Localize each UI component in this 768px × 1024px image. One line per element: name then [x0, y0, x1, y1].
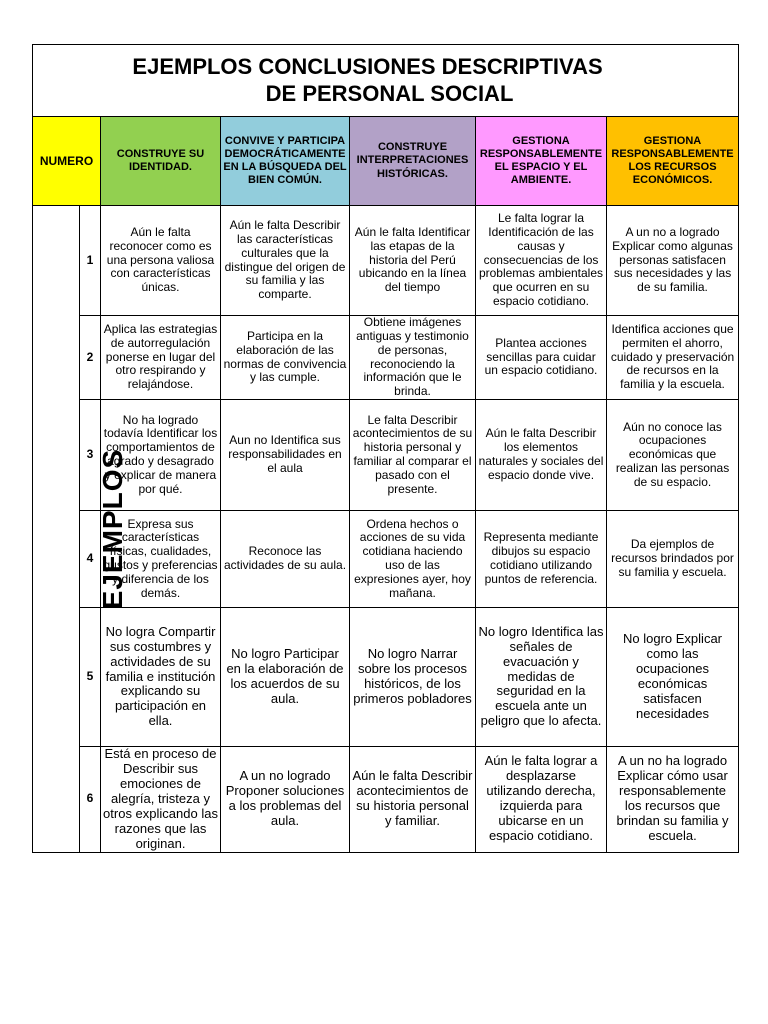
- cell-recursos: Da ejemplos de recursos brindados por su familia y escuela.: [607, 511, 739, 608]
- cell-espacio: Le falta lograr la Identificación de las causas y consecuencias de los problemas ambientales que ocurren en su espacio cotidiano.: [476, 206, 607, 316]
- cell-recursos: A un no ha logrado Explicar cómo usar responsablemente los recursos que brindan su familia y escuela.: [607, 747, 739, 853]
- title-line-2: DE PERSONAL SOCIAL: [265, 80, 514, 106]
- cell-convive: Participa en la elaboración de las normas de convivencia y las cumple.: [221, 316, 350, 400]
- table-row: [33, 511, 739, 608]
- table-row: [33, 608, 739, 747]
- document-title: [33, 45, 739, 117]
- cell-recursos: No logro Explicar como las ocupaciones económicas satisfacen necesidades: [607, 608, 739, 747]
- header-gestiona-espacio: GESTIONA RESPONSABLEMENTE EL ESPACIO Y EL AMBIENTE.: [476, 117, 607, 206]
- header-interpretaciones-historicas: CONSTRUYE INTERPRETACIONES HISTÓRICAS.: [350, 117, 476, 206]
- cell-espacio: Aún le falta Describir los elementos naturales y sociales del espacio donde vive.: [476, 400, 607, 511]
- table-row: [33, 316, 739, 400]
- header-construye-identidad: CONSTRUYE SU IDENTIDAD.: [101, 117, 221, 206]
- row-number: 1: [80, 206, 101, 316]
- title-line-1: EJEMPLOS CONCLUSIONES DESCRIPTIVAS: [132, 54, 603, 80]
- cell-recursos: Aún no conoce las ocupaciones económicas que realizan las personas de su espacio.: [607, 400, 739, 511]
- cell-identidad: No logra Compartir sus costumbres y actividades de su familia e institución explicando su participación en ella.: [101, 608, 221, 747]
- cell-convive: Aún le falta Describir las características culturales que la distingue del origen de su familia y las comparte.: [221, 206, 350, 316]
- row-number: 3: [80, 400, 101, 511]
- cell-espacio: Representa mediante dibujos su espacio cotidiano utilizando puntos de referencia.: [476, 511, 607, 608]
- cell-identidad: Expresa sus características físicas, cualidades, gustos y preferencias y diferencia de los demás.: [101, 511, 221, 608]
- cell-espacio: Plantea acciones sencillas para cuidar un espacio cotidiano.: [476, 316, 607, 400]
- cell-identidad: Aplica las estrategias de autorregulación ponerse en lugar del otro respirando y relajándose.: [101, 316, 221, 400]
- cell-recursos: Identifica acciones que permiten el ahorro, cuidado y preservación de recursos en la familia y la escuela.: [607, 316, 739, 400]
- cell-historicas: Obtiene imágenes antiguas y testimonio de personas, reconociendo la información que le brinda.: [350, 316, 476, 400]
- header-convive-participa: CONVIVE Y PARTICIPA DEMOCRÁTICAMENTE EN LA BÚSQUEDA DEL BIEN COMÚN.: [221, 117, 350, 206]
- cell-identidad: No ha logrado todavía Identificar los comportamientos de agrado y desagrado y explicar de manera por qué.: [101, 400, 221, 511]
- cell-espacio: No logro Identifica las señales de evacuación y medidas de seguridad en la escuela ante un peligro que lo afecta.: [476, 608, 607, 747]
- cell-historicas: Aún le falta Identificar las etapas de la historia del Perú ubicando en la línea del tiempo: [350, 206, 476, 316]
- cell-historicas: No logro Narrar sobre los procesos históricos, de los primeros pobladores: [350, 608, 476, 747]
- cell-identidad: Está en proceso de Describir sus emociones de alegría, tristeza y otros explicando las razones que las originan.: [101, 747, 221, 853]
- table-row: [33, 206, 739, 316]
- row-number: 4: [80, 511, 101, 608]
- header-gestiona-recursos: GESTIONA RESPONSABLEMENTE LOS RECURSOS ECONÓMICOS.: [607, 117, 739, 206]
- document-sheet: [32, 44, 738, 853]
- cell-historicas: Le falta Describir acontecimientos de su historia personal y familiar al comparar el pasado con el presente.: [350, 400, 476, 511]
- side-label-ejemplos: EJEMPLOS: [33, 206, 80, 853]
- cell-historicas: Aún le falta Describir acontecimientos de su historia personal y familiar.: [350, 747, 476, 853]
- cell-convive: A un no logrado Proponer soluciones a los problemas del aula.: [221, 747, 350, 853]
- cell-espacio: Aún le falta lograr a desplazarse utilizando derecha, izquierda para ubicarse en un espacio cotidiano.: [476, 747, 607, 853]
- cell-convive: No logro Participar en la elaboración de los acuerdos de su aula.: [221, 608, 350, 747]
- cell-convive: Aun no Identifica sus responsabilidades en el aula: [221, 400, 350, 511]
- cell-recursos: A un no a logrado Explicar como algunas personas satisfacen sus necesidades y las de su familia.: [607, 206, 739, 316]
- conclusions-table: [32, 44, 739, 853]
- row-number: 5: [80, 608, 101, 747]
- row-number: 6: [80, 747, 101, 853]
- row-number: 2: [80, 316, 101, 400]
- table-row: [33, 400, 739, 511]
- cell-convive: Reconoce las actividades de su aula.: [221, 511, 350, 608]
- cell-identidad: Aún le falta reconocer como es una persona valiosa con características únicas.: [101, 206, 221, 316]
- cell-historicas: Ordena hechos o acciones de su vida cotidiana haciendo uso de las expresiones ayer, hoy mañana.: [350, 511, 476, 608]
- table-row: [33, 747, 739, 853]
- header-numero: NUMERO: [33, 117, 101, 206]
